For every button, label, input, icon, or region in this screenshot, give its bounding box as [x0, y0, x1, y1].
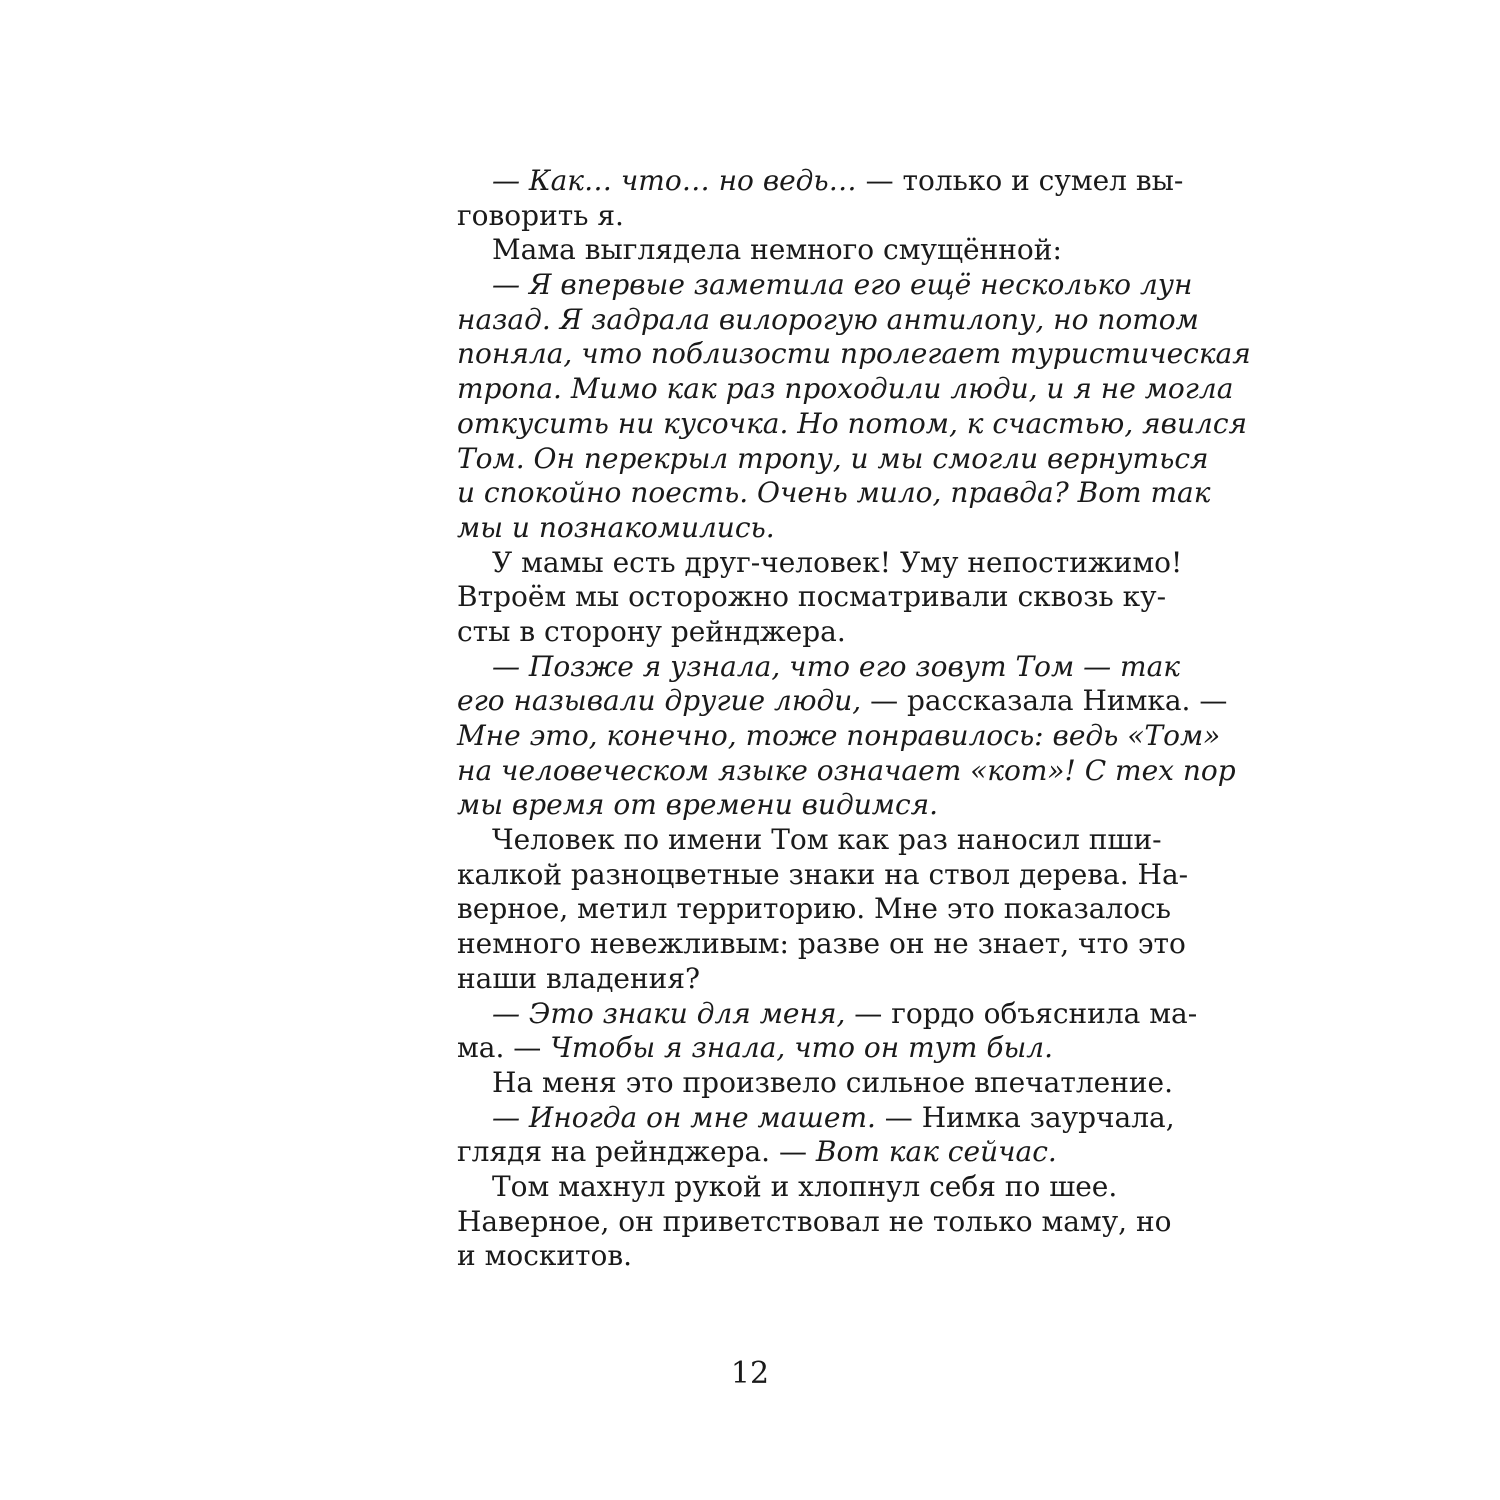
- text-line: [457, 372, 1234, 407]
- italic-speech-segment: Мне это, конечно, тоже понравилось: ведь «Том»: [457, 719, 1221, 752]
- italic-speech-segment: — Иногда он мне машет.: [492, 1100, 876, 1134]
- italic-speech-segment: — Я впервые заметила его ещё несколько лун: [492, 268, 1193, 302]
- text-line: [457, 199, 1112, 234]
- italic-speech-segment: — Как… что… но ведь…: [492, 164, 857, 197]
- italic-speech-segment: назад. Я задрала вилорогую антилопу, но потом: [457, 302, 1199, 336]
- italic-speech-segment: мы и познакомились.: [457, 510, 775, 544]
- text-line: [457, 753, 1236, 789]
- text-line: [457, 857, 1189, 893]
- text-line: [457, 892, 1171, 927]
- text-line: [457, 962, 1112, 997]
- text-line: [457, 545, 1183, 581]
- text-line: [457, 233, 1112, 268]
- text-line: [457, 719, 1221, 754]
- text-line: [457, 788, 1112, 823]
- italic-speech-segment: откусить ни кусочка. Но потом, к счастью, явился: [457, 406, 1248, 440]
- narration-segment: — гордо объяснила ма-: [845, 996, 1198, 1030]
- page-number: 12: [730, 1356, 770, 1391]
- text-line: [457, 302, 1199, 338]
- italic-speech-segment: тропа. Мимо как раз проходили люди, и я не могла: [457, 372, 1234, 406]
- narration-segment: Человек по имени Том как раз наносил пши-: [492, 823, 1162, 857]
- italic-speech-segment: мы время от времени видимся.: [457, 788, 939, 822]
- narration-segment: У мамы есть друг-человек! Уму непостижимо!: [492, 545, 1183, 579]
- text-line: [457, 823, 1162, 858]
- narration-segment: — рассказала Нимка. —: [861, 684, 1228, 718]
- narration-segment: — Нимка заурчала,: [875, 1100, 1175, 1134]
- text-line: [457, 649, 1180, 685]
- italic-speech-segment: и спокойно поесть. Очень мило, правда? Вот так: [457, 476, 1211, 510]
- text-line: [457, 511, 1112, 546]
- italic-speech-segment: его называли другие люди,: [457, 684, 862, 718]
- italic-speech-segment: на человеческом языке означает «кот»! С тех пор: [457, 753, 1236, 787]
- narration-segment: Наверное, он приветствовал не только маму, но: [457, 1204, 1172, 1238]
- narration-segment: На меня это произвело сильное впечатление.: [492, 1065, 1173, 1099]
- italic-speech-segment: Чтобы я знала, что он тут был.: [550, 1031, 1053, 1065]
- text-line: [457, 1239, 1112, 1274]
- text-line: [457, 268, 1193, 303]
- narration-segment: верное, метил территорию. Мне это показалось: [457, 892, 1171, 926]
- narration-segment: — только и сумел вы-: [856, 164, 1184, 197]
- text-line: [457, 996, 1198, 1032]
- italic-speech-segment: — Позже я узнала, что его зовут Том — так: [492, 649, 1180, 683]
- narration-segment: Мама выглядела немного смущённой:: [492, 233, 1062, 267]
- text-line: [457, 476, 1211, 511]
- text-line: [457, 1169, 1118, 1205]
- italic-speech-segment: Том. Он перекрыл тропу, и мы смогли вернуться: [457, 441, 1209, 475]
- page-body-text: [457, 164, 1251, 1274]
- narration-segment: сты в сторону рейнджера.: [457, 614, 846, 648]
- text-line: [457, 164, 1184, 199]
- text-line: [457, 1100, 1175, 1136]
- narration-segment: Том махнул рукой и хлопнул себя по шее.: [492, 1169, 1118, 1203]
- text-line: [457, 337, 1251, 372]
- text-line: [457, 580, 1167, 615]
- narration-segment: говорить я.: [457, 198, 624, 232]
- narration-segment: калкой разноцветные знаки на ствол дерева. На-: [457, 857, 1189, 891]
- text-line: [457, 1135, 1112, 1170]
- text-line: [457, 615, 1112, 650]
- text-line: [457, 1031, 1112, 1066]
- text-line: [457, 1065, 1173, 1101]
- text-line: [457, 684, 1228, 719]
- italic-speech-segment: поняла, что поблизости пролегает туристическая: [457, 337, 1251, 371]
- narration-segment: наши владения?: [457, 961, 701, 995]
- text-line: [457, 927, 1186, 962]
- narration-segment: глядя на рейнджера. —: [457, 1135, 816, 1169]
- text-line: [457, 441, 1209, 477]
- text-line: [457, 1204, 1172, 1240]
- narration-segment: немного невежливым: разве он не знает, что это: [457, 927, 1186, 961]
- text-line: [457, 406, 1248, 442]
- narration-segment: Втроём мы осторожно посматривали сквозь ку-: [457, 580, 1167, 614]
- narration-segment: и москитов.: [457, 1239, 633, 1273]
- italic-speech-segment: Вот как сейчас.: [815, 1135, 1057, 1169]
- italic-speech-segment: — Это знаки для меня,: [492, 996, 846, 1030]
- narration-segment: ма. —: [457, 1031, 551, 1065]
